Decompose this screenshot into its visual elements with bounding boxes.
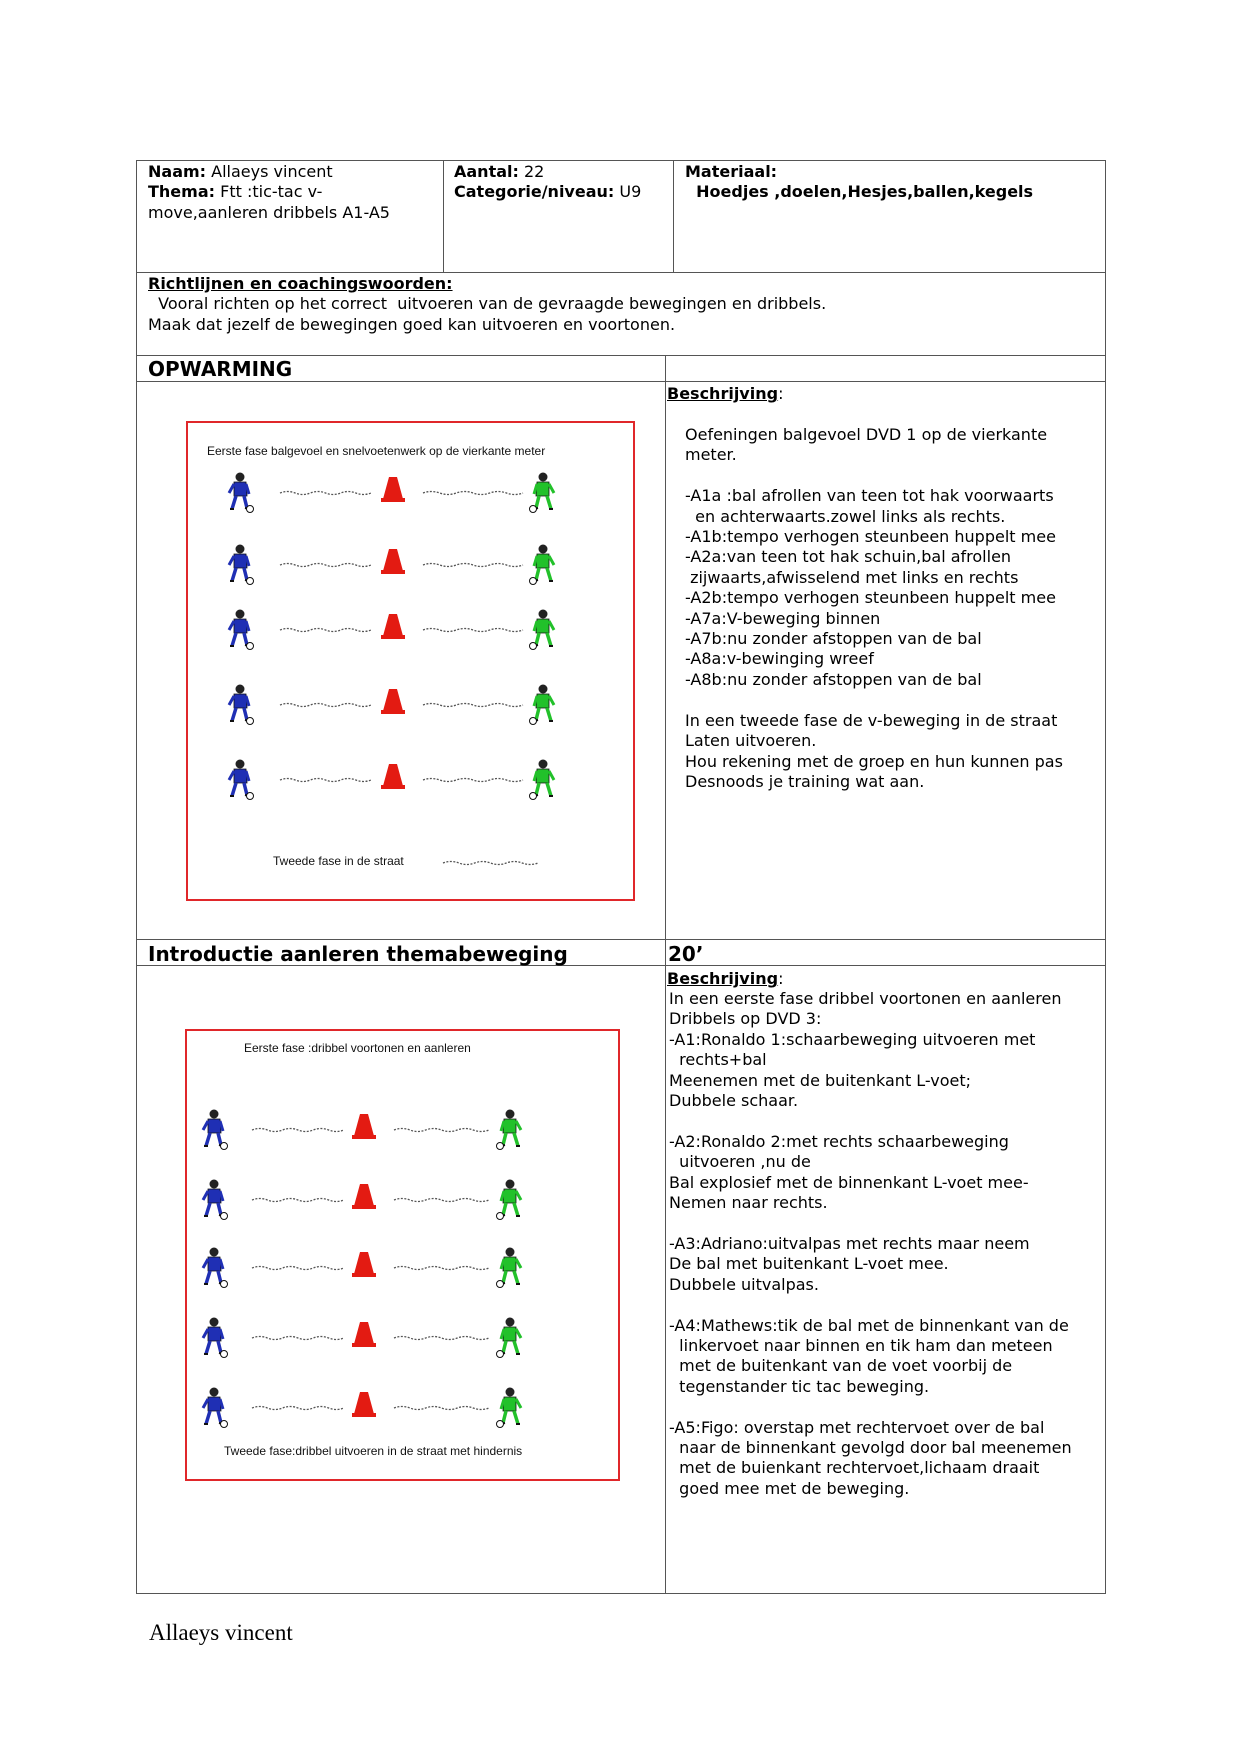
desc-line: -A7a:V-beweging binnen bbox=[685, 608, 881, 628]
dribble-path-icon bbox=[423, 564, 523, 567]
desc-line: -A2a:van teen tot hak schuin,bal afrollen bbox=[685, 547, 1012, 567]
warmup-diagram bbox=[186, 421, 635, 901]
ball-icon bbox=[497, 1351, 504, 1358]
desc-line: -A2:Ronaldo 2:met rechts schaarbeweging bbox=[669, 1131, 1009, 1151]
desc-line: naar de binnenkant gevolgd door bal meenemen bbox=[669, 1437, 1072, 1457]
desc-line: -A2b:tempo verhogen steunbeen huppelt mee bbox=[685, 588, 1056, 608]
desc-line: De bal met buitenkant L-voet mee. bbox=[669, 1254, 949, 1274]
intro-desc-colon: : bbox=[778, 969, 784, 988]
desc-line: Dribbels op DVD 3: bbox=[669, 1009, 822, 1029]
ball-icon bbox=[530, 793, 537, 800]
dribble-path-icon bbox=[252, 1337, 344, 1340]
player-blue-icon bbox=[229, 685, 254, 725]
desc-line: meter. bbox=[685, 445, 737, 465]
cone-icon bbox=[352, 1114, 376, 1139]
player-green-icon bbox=[530, 685, 555, 725]
ball-icon bbox=[497, 1421, 504, 1428]
desc-line bbox=[669, 1397, 1072, 1417]
drill-illustration bbox=[188, 423, 633, 899]
ball-icon bbox=[221, 1351, 228, 1358]
col-divider bbox=[665, 355, 666, 1594]
aantal-value: 22 bbox=[518, 162, 545, 181]
ball-icon bbox=[247, 793, 254, 800]
section-title-warmup: OPWARMING bbox=[148, 357, 293, 381]
desc-line: Meenemen met de buitenkant L-voet; bbox=[669, 1070, 972, 1090]
player-blue-icon bbox=[203, 1248, 228, 1288]
guidelines-cell bbox=[148, 274, 826, 335]
header-name-cell bbox=[148, 162, 390, 223]
player-blue-icon bbox=[229, 610, 254, 650]
cone-icon bbox=[352, 1184, 376, 1209]
desc-line: Bal explosief met de binnenkant L-voet mee- bbox=[669, 1172, 1029, 1192]
warmup-desc-colon: : bbox=[778, 384, 784, 403]
desc-line: met de buitenkant van de voet voorbij de bbox=[669, 1356, 1013, 1376]
ball-icon bbox=[497, 1213, 504, 1220]
aantal-label: Aantal: bbox=[454, 162, 519, 181]
dribble-path-icon bbox=[394, 1337, 489, 1340]
player-green-icon bbox=[497, 1388, 522, 1428]
dribble-path-icon bbox=[252, 1129, 344, 1132]
desc-line: -A7b:nu zonder afstoppen van de bal bbox=[685, 629, 982, 649]
col-divider bbox=[673, 160, 674, 272]
desc-line: Laten uitvoeren. bbox=[685, 731, 817, 751]
desc-line: Desnoods je training wat aan. bbox=[685, 771, 925, 791]
desc-line: tegenstander tic tac beweging. bbox=[669, 1376, 930, 1396]
cone-icon bbox=[381, 549, 405, 574]
ball-icon bbox=[221, 1143, 228, 1150]
desc-line: Dubbele schaar. bbox=[669, 1091, 799, 1111]
row-divider bbox=[136, 939, 1106, 940]
diagram-caption: Eerste fase balgevoel en snelvoetenwerk op de vierkante meter bbox=[207, 444, 546, 458]
ball-icon bbox=[221, 1421, 228, 1428]
guidelines-title: Richtlijnen en coachingswoorden: bbox=[148, 274, 453, 293]
dribble-path-icon bbox=[423, 492, 523, 495]
player-green-icon bbox=[530, 473, 555, 513]
ball-icon bbox=[221, 1213, 228, 1220]
row-divider bbox=[136, 381, 1106, 382]
desc-line: -A1a :bal afrollen van teen tot hak voorwaarts bbox=[685, 486, 1054, 506]
ball-icon bbox=[497, 1143, 504, 1150]
player-green-icon bbox=[497, 1318, 522, 1358]
dribble-path-icon bbox=[394, 1407, 489, 1410]
dribble-path-icon bbox=[280, 564, 371, 567]
warmup-desc-label-row bbox=[667, 384, 783, 404]
cone-icon bbox=[352, 1322, 376, 1347]
cone-icon bbox=[381, 614, 405, 639]
col-divider bbox=[443, 160, 444, 272]
player-green-icon bbox=[530, 610, 555, 650]
footer-author: Allaeys vincent bbox=[149, 1620, 293, 1645]
diagram-caption: Tweede fase:dribbel uitvoeren in de straat met hindernis bbox=[224, 1444, 523, 1458]
intro-desc-label-row bbox=[667, 969, 783, 989]
desc-line: Nemen naar rechts. bbox=[669, 1193, 828, 1213]
desc-line bbox=[685, 690, 1063, 710]
player-blue-icon bbox=[229, 760, 254, 800]
player-green-icon bbox=[530, 545, 555, 585]
dribble-path-icon bbox=[252, 1407, 344, 1410]
dribble-path-icon bbox=[394, 1129, 489, 1132]
dribble-path-icon bbox=[443, 862, 538, 865]
desc-line: rechts+bal bbox=[669, 1050, 767, 1070]
player-blue-icon bbox=[203, 1318, 228, 1358]
categorie-label: Categorie/niveau: bbox=[454, 182, 615, 202]
desc-line: met de buienkant rechtervoet,lichaam draait bbox=[669, 1458, 1040, 1478]
drill-illustration bbox=[187, 1031, 618, 1479]
desc-line bbox=[669, 1295, 1072, 1315]
dribble-path-icon bbox=[252, 1267, 344, 1270]
cone-icon bbox=[381, 477, 405, 502]
diagram-caption: Tweede fase in de straat bbox=[273, 854, 404, 868]
player-blue-icon bbox=[203, 1110, 228, 1150]
player-blue-icon bbox=[203, 1388, 228, 1428]
desc-line bbox=[669, 1111, 1072, 1131]
ball-icon bbox=[497, 1281, 504, 1288]
intro-diagram bbox=[185, 1029, 620, 1481]
player-green-icon bbox=[530, 760, 555, 800]
thema-value-cont: move,aanleren dribbels A1-A5 bbox=[148, 202, 390, 222]
intro-duration: 20’ bbox=[668, 942, 704, 966]
desc-line: -A1:Ronaldo 1:schaarbeweging uitvoeren met bbox=[669, 1029, 1036, 1049]
desc-line: Hou rekening met de groep en hun kunnen pas bbox=[685, 751, 1063, 771]
player-green-icon bbox=[497, 1248, 522, 1288]
dribble-path-icon bbox=[423, 629, 523, 632]
dribble-path-icon bbox=[280, 492, 371, 495]
dribble-path-icon bbox=[280, 779, 371, 782]
desc-line: -A8a:v-bewinging wreef bbox=[685, 649, 874, 669]
dribble-path-icon bbox=[280, 629, 371, 632]
ball-icon bbox=[247, 718, 254, 725]
dribble-path-icon bbox=[394, 1199, 489, 1202]
materiaal-value: Hoedjes ,doelen,Hesjes,ballen,kegels bbox=[685, 182, 1034, 202]
dribble-path-icon bbox=[280, 704, 371, 707]
desc-line bbox=[669, 1213, 1072, 1233]
ball-icon bbox=[530, 718, 537, 725]
player-blue-icon bbox=[203, 1180, 228, 1220]
desc-line: Dubbele uitvalpas. bbox=[669, 1274, 819, 1294]
naam-value: Allaeys vincent bbox=[206, 162, 333, 181]
player-blue-icon bbox=[229, 473, 254, 513]
cone-icon bbox=[381, 689, 405, 714]
diagram-caption: Eerste fase :dribbel voortonen en aanleren bbox=[244, 1041, 471, 1055]
ball-icon bbox=[247, 643, 254, 650]
ball-icon bbox=[247, 506, 254, 513]
desc-line: uitvoeren ,nu de bbox=[669, 1152, 811, 1172]
section-title-intro: Introductie aanleren themabeweging bbox=[148, 942, 568, 966]
cone-icon bbox=[352, 1252, 376, 1277]
ball-icon bbox=[247, 578, 254, 585]
ball-icon bbox=[530, 506, 537, 513]
materiaal-label: Materiaal: bbox=[685, 162, 778, 181]
row-divider bbox=[136, 272, 1106, 273]
cone-icon bbox=[381, 764, 405, 789]
header-count-cell bbox=[454, 162, 641, 203]
thema-label: Thema: bbox=[148, 182, 216, 202]
naam-label: Naam: bbox=[148, 162, 207, 181]
thema-value: Ftt :tic-tac v- bbox=[215, 182, 323, 202]
desc-line: -A8b:nu zonder afstoppen van de bal bbox=[685, 669, 982, 689]
header-material-cell bbox=[685, 162, 1033, 203]
desc-line: en achterwaarts.zowel links als rechts. bbox=[685, 506, 1006, 526]
ball-icon bbox=[530, 578, 537, 585]
desc-line: linkervoet naar binnen en tik ham dan meteen bbox=[669, 1335, 1053, 1355]
ball-icon bbox=[530, 643, 537, 650]
desc-line: -A3:Adriano:uitvalpas met rechts maar neem bbox=[669, 1233, 1030, 1253]
warmup-desc-label: Beschrijving bbox=[667, 384, 779, 403]
dribble-path-icon bbox=[252, 1199, 344, 1202]
desc-line: goed mee met de beweging. bbox=[669, 1478, 910, 1498]
desc-line: -A4:Mathews:tik de bal met de binnenkant van de bbox=[669, 1315, 1069, 1335]
desc-line: -A1b:tempo verhogen steunbeen huppelt mee bbox=[685, 527, 1056, 547]
desc-line: Oefeningen balgevoel DVD 1 op de vierkante bbox=[685, 425, 1048, 444]
dribble-path-icon bbox=[423, 704, 523, 707]
intro-desc-label: Beschrijving bbox=[667, 969, 779, 988]
warmup-description bbox=[685, 425, 1063, 792]
player-blue-icon bbox=[229, 545, 254, 585]
ball-icon bbox=[221, 1281, 228, 1288]
intro-description bbox=[669, 989, 1072, 1499]
desc-line: In een eerste fase dribbel voortonen en aanleren bbox=[669, 989, 1062, 1008]
guidelines-line: Maak dat jezelf de bewegingen goed kan uitvoeren en voortonen. bbox=[148, 314, 676, 334]
desc-line bbox=[685, 466, 1063, 486]
desc-line: In een tweede fase de v-beweging in de straat bbox=[685, 710, 1058, 730]
player-green-icon bbox=[497, 1180, 522, 1220]
dribble-path-icon bbox=[394, 1267, 489, 1270]
guidelines-line: Vooral richten op het correct uitvoeren van de gevraagde bewegingen en dribbels. bbox=[148, 294, 827, 314]
categorie-value: U9 bbox=[614, 182, 642, 202]
cone-icon bbox=[352, 1392, 376, 1417]
dribble-path-icon bbox=[423, 779, 523, 782]
row-divider bbox=[136, 355, 1106, 356]
desc-line: -A5:Figo: overstap met rechtervoet over de bal bbox=[669, 1417, 1045, 1437]
desc-line: zijwaarts,afwisselend met links en rechts bbox=[685, 567, 1019, 587]
player-green-icon bbox=[497, 1110, 522, 1150]
